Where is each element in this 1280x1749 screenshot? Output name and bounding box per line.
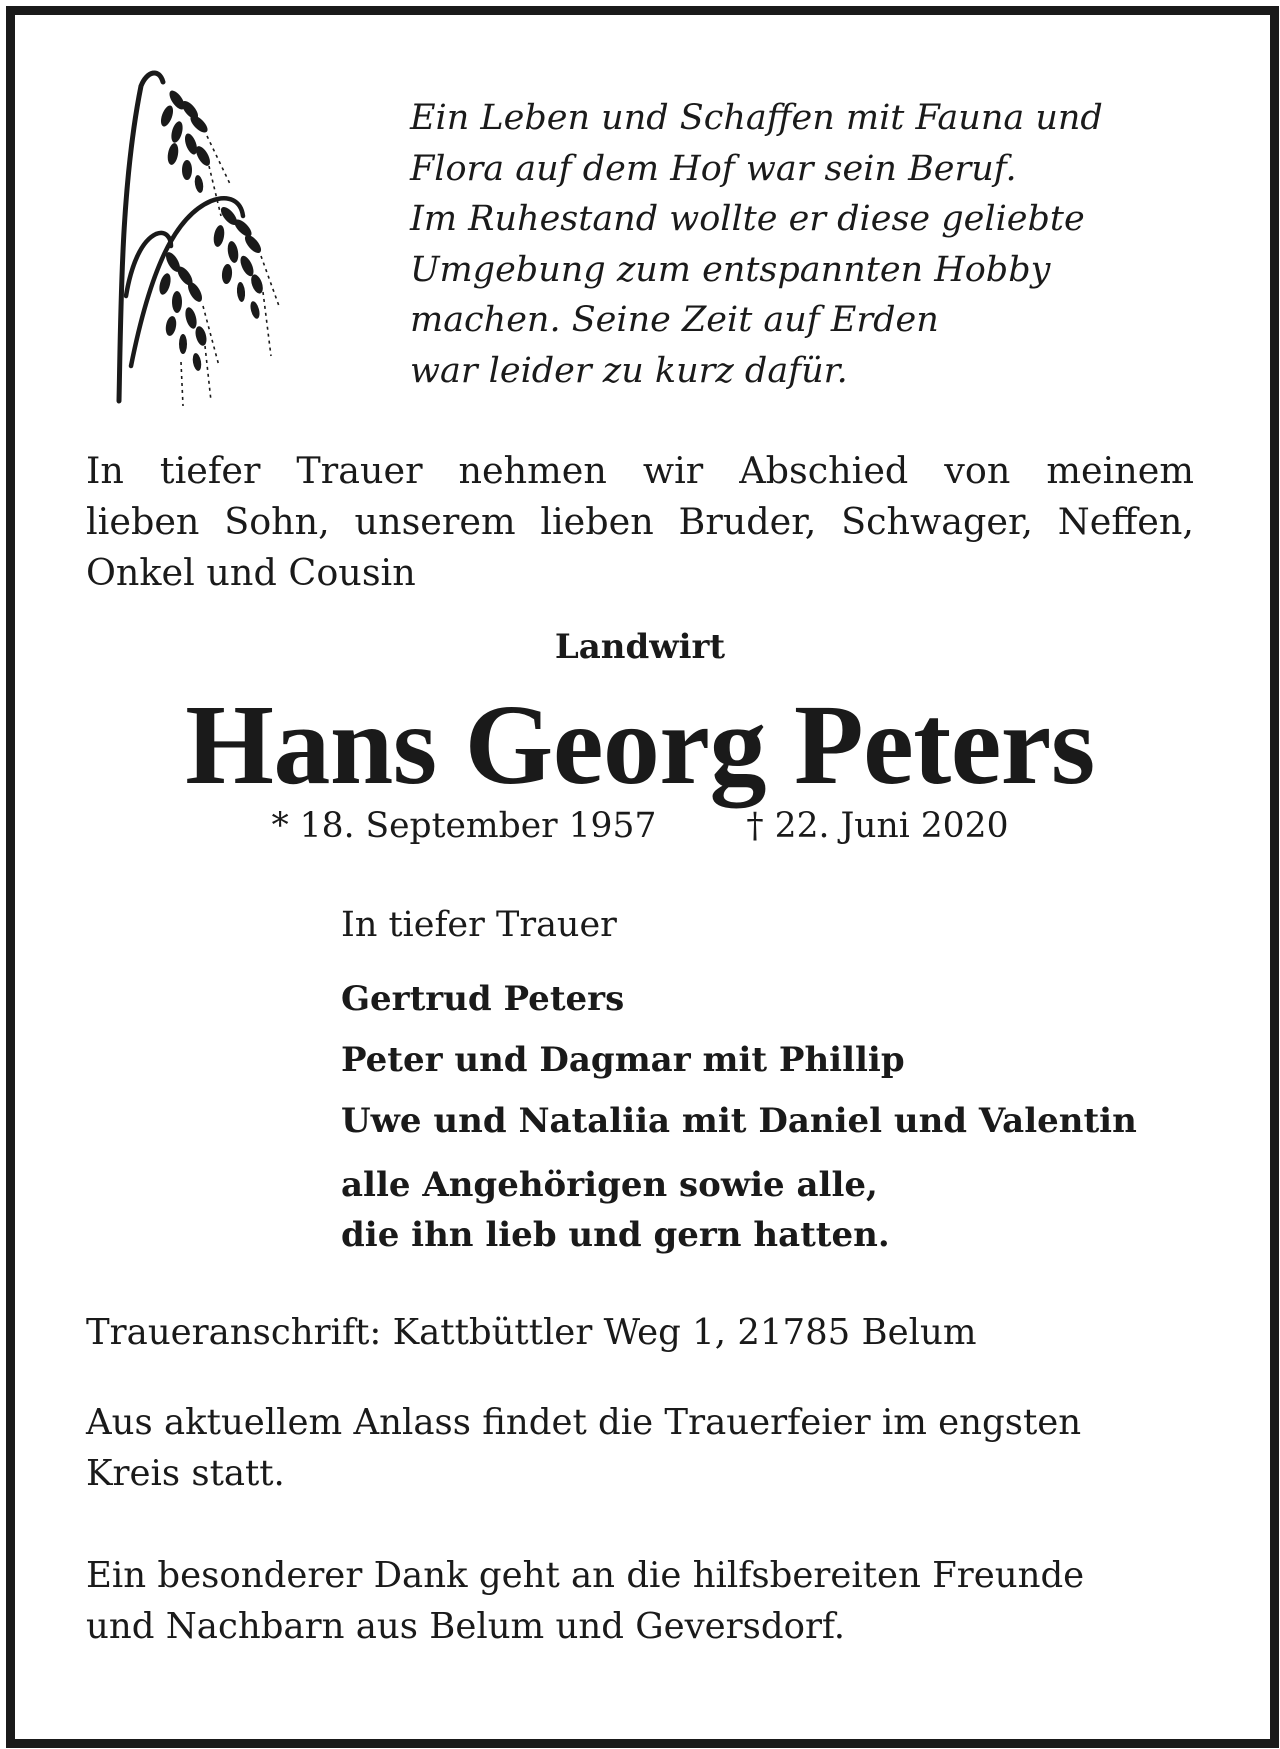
death-date: † 22. Juni 2020 — [746, 806, 1009, 846]
notice-line: Aus aktuellem Anlass findet die Trauerfeier im engsten — [86, 1402, 1082, 1443]
deceased-name: Hans Georg Peters — [185, 681, 1095, 808]
mourner-entry: Uwe und Nataliia mit Daniel und Valentin — [341, 1101, 1137, 1141]
mourning-address — [86, 1307, 1194, 1358]
poem-line: Ein Leben und Schaffen mit Fauna und — [410, 98, 1103, 138]
poem-line: Im Ruhestand wollte er diese geliebte — [410, 199, 1085, 239]
thanks-note — [86, 1550, 1194, 1652]
mourning-phrase: In tiefer Trauer — [341, 905, 617, 945]
intro-line: Onkel und Cousin — [86, 551, 416, 594]
mourners-list — [341, 974, 1241, 1260]
mourner-entry: Peter und Dagmar mit Phillip — [341, 1040, 905, 1080]
thanks-line: und Nachbarn aus Belum und Geversdorf. — [86, 1606, 846, 1647]
wheat-ears-icon — [111, 66, 311, 411]
life-dates — [0, 804, 1280, 848]
intro-line: In tiefer Trauer nehmen wir Abschied von meinem — [86, 449, 1194, 492]
poem-line: Umgebung zum entspannten Hobby — [410, 249, 1051, 290]
intro-text — [86, 445, 1194, 598]
poem-line: war leider zu kurz dafür. — [410, 350, 848, 391]
intro-line: lieben Sohn, unserem lieben Bruder, Schwager, Neffen, — [86, 500, 1194, 543]
deceased-profession: Landwirt — [554, 627, 726, 667]
address-line: Traueranschrift: Kattbüttler Weg 1, 21785 Belum — [86, 1312, 977, 1353]
poem-line: machen. Seine Zeit auf Erden — [410, 300, 939, 340]
birth-date: * 18. September 1957 — [271, 806, 657, 846]
mourner-entry: Gertrud Peters — [341, 979, 625, 1019]
funeral-notice — [86, 1397, 1194, 1499]
notice-line: Kreis statt. — [86, 1453, 285, 1494]
poem-line: Flora auf dem Hof war sein Beruf. — [410, 148, 1017, 189]
mourners-closing-line: die ihn lieb und gern hatten. — [341, 1215, 890, 1255]
thanks-line: Ein besonderer Dank geht an die hilfsbereiten Freunde — [86, 1555, 1085, 1596]
mourners-closing-line: alle Angehörigen sowie alle, — [341, 1165, 878, 1205]
mourners-closing — [341, 1160, 1241, 1260]
poem — [410, 93, 1210, 396]
